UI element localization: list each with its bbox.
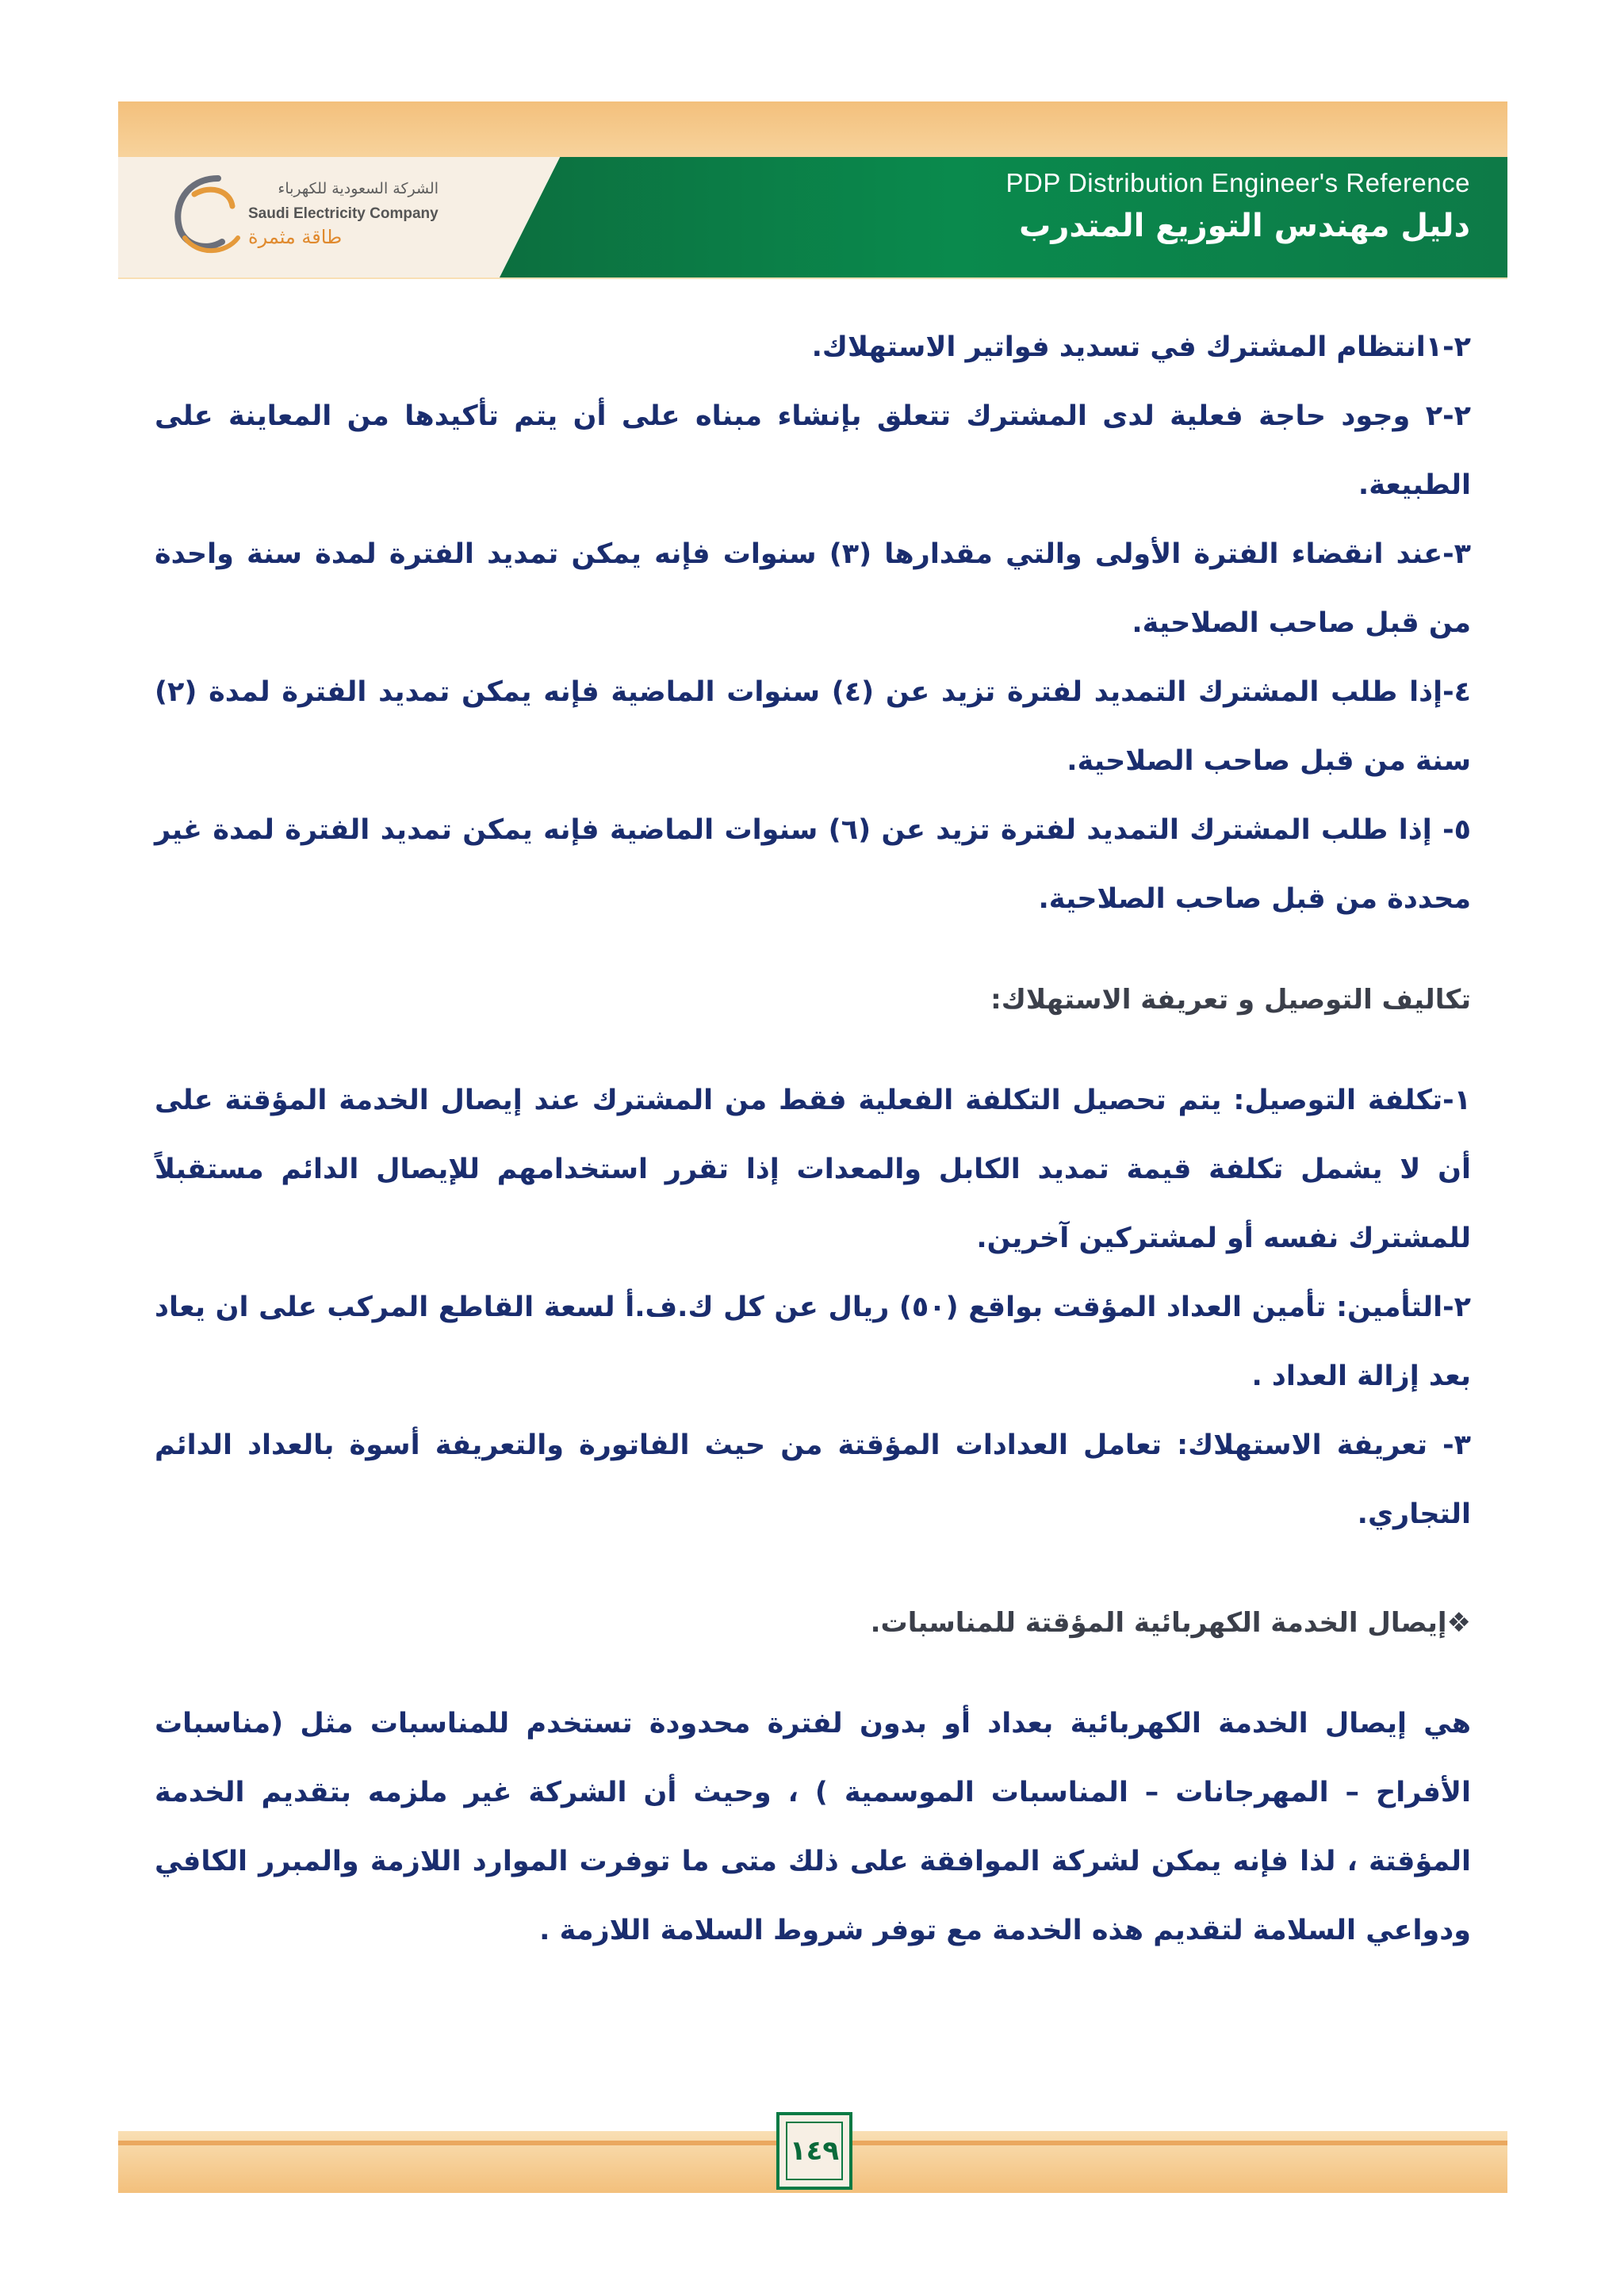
page-number-frame	[786, 2122, 843, 2180]
header-title-ar: دليل مهندس التوزيع المتدرب	[1019, 208, 1470, 244]
list2-item: ٢-التأمين: تأمين العداد المؤقت بواقع (٥٠) ريال عن كل ك.ف.أ لسعة القاطع المركب على ان يعاد بعد إزالة العداد .	[155, 1292, 1471, 1392]
section-title-connection-costs: تكاليف التوصيل و تعريفة الاستهلاك:	[990, 984, 1471, 1016]
spacer	[155, 1658, 1471, 1689]
list1-item: ٤-إذا طلب المشترك التمديد لفترة تزيد عن (٤) سنوات الماضية فإنه يمكن تمديد الفترة لمدة (٢) سنة من قبل صاحب الصلاحية.	[155, 676, 1471, 777]
page-number: ١٤٩	[789, 2135, 840, 2167]
list1-item: ٢-١انتظام المشترك في تسديد فواتير الاستهلاك.	[811, 331, 1471, 363]
spacer	[155, 934, 1471, 966]
list1-item: ٥- إذا طلب المشترك التمديد لفترة تزيد عن (٦) سنوات الماضية فإنه يمكن تمديد الفترة لمدة غير محددة من قبل صاحب الصلاحية.	[155, 814, 1471, 915]
spacer	[155, 1549, 1471, 1589]
list1-item: ٢-٢ وجود حاجة فعلية لدى المشترك تتعلق بإنشاء مبناه على أن يتم تأكيدها من المعاينة على الطبيعة.	[155, 400, 1471, 501]
page-number-box	[776, 2112, 852, 2190]
section-title-events-service: ❖إيصال الخدمة الكهربائية المؤقتة للمناسبات.	[870, 1607, 1471, 1639]
company-logo	[163, 163, 448, 266]
spacer	[155, 1035, 1471, 1066]
list1-item: ٣-عند انقضاء الفترة الأولى والتي مقدارها (٣) سنوات فإنه يمكن تمديد الفترة لمدة سنة واحدة من قبل صاحب الصلاحية.	[155, 538, 1472, 639]
logo-name-en: Saudi Electricity Company	[248, 205, 439, 222]
section2-body: هي إيصال الخدمة الكهربائية بعداد أو بدون لفترة محدودة تستخدم للمناسبات مثل (مناسبات الأفراح – المهرجانات – المناسبات الموسمية ) ، وحيث أن الشركة غير ملزمه بتقديم الخدمة المؤقتة ، لذا فإنه يمكن لشركة الموافقة على ذلك متى ما توفرت الموارد اللازمة والمبرر الكافي ودواعي السلامة لتقديم هذه الخدمة مع توفر شروط السلامة اللازمة .	[155, 1708, 1471, 1946]
list2-item: ١-تكلفة التوصيل: يتم تحصيل التكلفة الفعلية فقط من المشترك عند إيصال الخدمة المؤقتة على أن لا يشمل تكلفة قيمة تمديد الكابل والمعدات إذا تقرر استخدامهم للإيصال الدائم مستقبلاً للمشترك نفسه أو لمشتركين آخرين.	[155, 1085, 1471, 1254]
list2-item: ٣- تعريفة الاستهلاك: تعامل العدادات المؤقتة من حيث الفاتورة والتعريفة أسوة بالعداد الدائم التجاري.	[155, 1429, 1471, 1530]
logo-tagline: طاقة مثمرة	[248, 226, 343, 248]
page-content	[155, 313, 1471, 1965]
logo-name-ar: الشركة السعودية للكهرباء	[278, 180, 439, 197]
logo-swoosh-icon	[163, 163, 250, 266]
header-title-en: PDP Distribution Engineer's Reference	[1005, 168, 1470, 197]
